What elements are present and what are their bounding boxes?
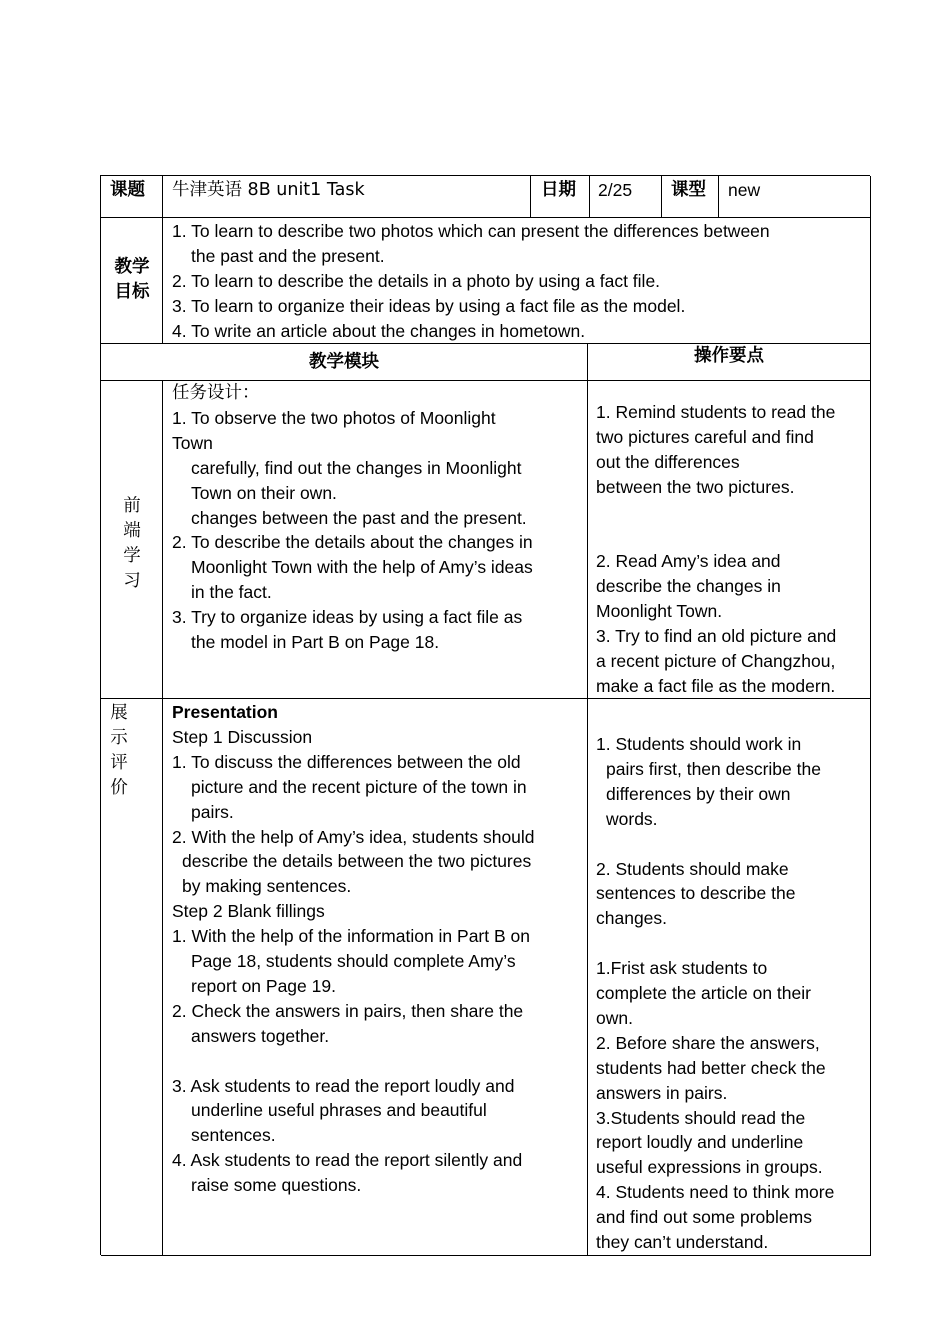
- point-line: they can’t understand.: [596, 1232, 769, 1253]
- presentation-label-char: 展: [110, 703, 128, 723]
- point-line: 1. Students should work in: [596, 734, 802, 754]
- modules-header-right-cell: [588, 344, 871, 381]
- objectives-list: [172, 219, 864, 344]
- objectives-label: [101, 255, 163, 305]
- pre-learning-label-cell: [101, 381, 163, 699]
- point-line: describe the changes in: [596, 576, 781, 597]
- pre-learning-label-char: 习: [123, 571, 141, 591]
- point-line: changes.: [596, 908, 668, 929]
- point-line: Moonlight Town.: [596, 601, 723, 622]
- step-line: report on Page 19.: [191, 975, 336, 996]
- presentation-steps-cell: [163, 699, 588, 1256]
- pre-learning-tasks: [172, 381, 578, 655]
- step-line: 4. Ask students to read the report silently and: [172, 1150, 523, 1171]
- point-line: 3. Try to find an old picture and: [596, 626, 837, 647]
- topic-value: 牛津英语 8B unit1 Task: [172, 180, 365, 200]
- presentation-label: [110, 701, 128, 801]
- point-line: out the differences: [596, 451, 740, 472]
- step-line: pairs.: [191, 801, 234, 822]
- presentation-title: Presentation: [172, 702, 278, 722]
- point-line: 2. Students should make: [596, 858, 789, 879]
- objective-item: 2. To learn to describe the details in a photo by using a fact file.: [172, 270, 661, 291]
- objectives-cell: [163, 218, 871, 344]
- pre-learning-label-char: 前: [123, 496, 141, 516]
- step-line: 1. To discuss the differences between the old: [172, 751, 521, 772]
- presentation-points: [596, 732, 861, 1255]
- step-heading: Step 1 Discussion: [172, 726, 313, 747]
- type-label-cell: [662, 176, 719, 218]
- step-heading: Step 2 Blank fillings: [172, 901, 325, 922]
- point-spacer: [596, 500, 866, 550]
- step-line: 1. With the help of the information in Part B on: [172, 926, 530, 947]
- step-spacer: [172, 1049, 578, 1074]
- date-value-cell: [590, 176, 662, 218]
- topic-value-cell: [163, 176, 531, 218]
- task-line: Moonlight Town with the help of Amy’s ideas: [191, 557, 533, 578]
- point-line: complete the article on their: [596, 983, 811, 1004]
- task-line: 1. To observe the two photos of Moonlight: [172, 407, 496, 428]
- type-value: new: [728, 180, 761, 200]
- step-line: underline useful phrases and beautiful: [191, 1100, 487, 1121]
- pre-learning-points: [596, 400, 866, 699]
- point-line: report loudly and underline: [596, 1132, 804, 1153]
- point-spacer: [596, 931, 861, 956]
- objectives-label-line1: 教学: [114, 257, 150, 277]
- type-value-cell: [719, 176, 871, 218]
- presentation-label-char: 评: [110, 753, 128, 773]
- objective-item: 4. To write an article about the changes in hometown.: [172, 320, 586, 341]
- pre-learning-label-char: 学: [123, 546, 141, 566]
- step-line: picture and the recent picture of the town in: [191, 776, 527, 797]
- objectives-label-line2: 目标: [114, 281, 150, 302]
- task-line: the model in Part B on Page 18.: [191, 632, 440, 653]
- lesson-plan-table: [100, 175, 870, 1255]
- date-value: 2/25: [598, 180, 633, 200]
- point-line: pairs first, then describe the: [606, 758, 821, 779]
- presentation-steps: [172, 700, 578, 1198]
- point-line: own.: [596, 1007, 633, 1028]
- task-line: Town on their own.: [191, 482, 337, 503]
- modules-header-left-cell: [101, 344, 588, 381]
- objective-item: 3. To learn to organize their ideas by using a fact file as the model.: [172, 295, 686, 316]
- task-design-title: 任务设计：: [172, 383, 260, 403]
- presentation-label-cell: [101, 699, 163, 1256]
- objective-item: 1. To learn to describe two photos which can present the differences between: [172, 221, 770, 241]
- topic-label: 课题: [110, 180, 145, 200]
- step-line: raise some questions.: [191, 1175, 362, 1196]
- point-line: differences by their own: [606, 783, 791, 804]
- point-spacer: [596, 832, 861, 857]
- step-line: by making sentences.: [182, 876, 352, 897]
- point-line: useful expressions in groups.: [596, 1157, 823, 1178]
- pre-learning-label-char: 端: [123, 521, 141, 541]
- pre-learning-label: [123, 494, 141, 594]
- step-line: sentences.: [191, 1125, 276, 1146]
- task-line: 3. Try to organize ideas by using a fact file as: [172, 607, 523, 628]
- date-label-cell: [531, 176, 590, 218]
- modules-header-left: 教学模块: [309, 352, 379, 372]
- task-line: changes between the past and the present.: [191, 507, 527, 528]
- presentation-label-char: 价: [110, 778, 128, 798]
- point-line: words.: [606, 808, 658, 829]
- step-line: Page 18, students should complete Amy’s: [191, 951, 516, 972]
- type-label: 课型: [671, 180, 706, 200]
- point-line: sentences to describe the: [596, 883, 796, 904]
- date-label: 日期: [541, 180, 576, 200]
- step-line: answers together.: [191, 1025, 330, 1046]
- task-line: 2. To describe the details about the changes in: [172, 532, 533, 553]
- point-line: 2. Read Amy’s idea and: [596, 551, 781, 572]
- point-line: 1. Remind students to read the: [596, 402, 836, 422]
- point-line: between the two pictures.: [596, 476, 795, 497]
- point-line: students had better check the: [596, 1057, 826, 1078]
- point-line: make a fact file as the modern.: [596, 675, 836, 696]
- point-line: two pictures careful and find: [596, 426, 814, 447]
- step-line: describe the details between the two pictures: [182, 851, 532, 872]
- objectives-label-cell: [101, 218, 163, 344]
- topic-label-cell: [101, 176, 163, 218]
- point-line: and find out some problems: [596, 1207, 812, 1228]
- presentation-label-char: 示: [110, 728, 128, 748]
- point-line: answers in pairs.: [596, 1082, 728, 1103]
- objective-item-continued: the past and the present.: [191, 245, 385, 266]
- point-line: a recent picture of Changzhou,: [596, 651, 836, 672]
- task-line: carefully, find out the changes in Moonlight: [191, 457, 522, 478]
- step-line: 2. With the help of Amy’s idea, students should: [172, 826, 535, 847]
- pre-learning-tasks-cell: [163, 381, 588, 699]
- presentation-points-cell: [588, 699, 871, 1256]
- modules-header-right: 操作要点: [694, 346, 764, 366]
- point-line: 4. Students need to think more: [596, 1182, 835, 1203]
- task-line: in the fact.: [191, 582, 272, 603]
- task-line: Town: [172, 432, 213, 453]
- point-line: 3.Students should read the: [596, 1107, 806, 1128]
- step-line: 3. Ask students to read the report loudly and: [172, 1075, 515, 1096]
- point-line: 2. Before share the answers,: [596, 1032, 820, 1053]
- point-line: 1.Frist ask students to: [596, 958, 768, 979]
- step-line: 2. Check the answers in pairs, then share the: [172, 1000, 524, 1021]
- pre-learning-points-cell: [588, 381, 871, 699]
